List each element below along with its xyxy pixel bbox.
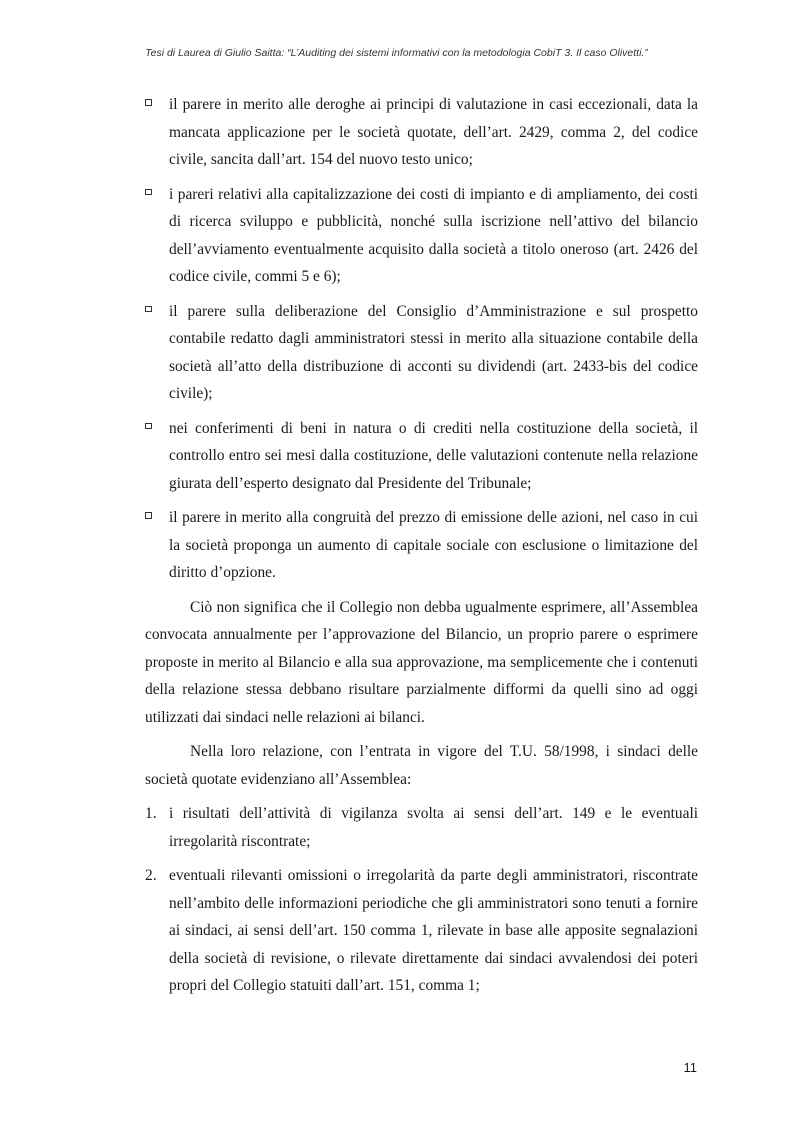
numbered-item: [145, 800, 698, 855]
bullet-text: il parere in merito alle deroghe ai principi di valutazione in casi eccezionali, data la mancata applicazione per le società quotate, dell’art. 2429, comma 2, del codice civile, sancita dall’art. 154 del nuovo testo unico;: [169, 96, 698, 168]
page-body: [145, 91, 698, 1007]
body-paragraph: Nella loro relazione, con l’entrata in vigore del T.U. 58/1998, i sindaci delle società quotate evidenziano all’Assemblea:: [145, 743, 698, 788]
square-bullet-icon: [145, 423, 152, 430]
bullet-text: nei conferimenti di beni in natura o di crediti nella costituzione della società, il controllo entro sei mesi dalla costituzione, delle valutazioni contenute nella relazione giurata dell’esperto designato dal Presidente del Tribunale;: [169, 419, 698, 492]
body-paragraph: Ciò non significa che il Collegio non debba ugualmente esprimere, all’Assemblea convocata annualmente per l’approvazione del Bilancio, un proprio parere o esprimere proposte in merito al Bilancio e alla sua approvazione, ma semplicemente che i contenuti della relazione stessa debbano risultare parzialmente difformi da quelli sino ad oggi utilizzati dai sindaci nelle relazioni ai bilanci.: [145, 598, 698, 726]
numbered-item: [145, 862, 698, 1000]
item-number: 2.: [145, 867, 157, 884]
bullet-list: [145, 91, 698, 587]
bullet-text: il parere in merito alla congruità del prezzo di emissione delle azioni, nel caso in cui la società proponga un aumento di capitale sociale con esclusione o limitazione del diritto d’opzione.: [169, 509, 698, 581]
page-number: 11: [683, 1060, 697, 1075]
numbered-text: eventuali rilevanti omissioni o irregolarità da parte degli amministratori, riscontrate nell’ambito delle informazioni periodiche che gli amministratori sono tenuti a fornire ai sindaci, ai sensi dell’art. 150 comma 1, rilevate in base alle apposite segnalazioni della società di revisione, o rilevate direttamente dai sindaci avvalendosi dei poteri propri del Collegio statuiti dall’art. 151, comma 1;: [169, 867, 698, 994]
square-bullet-icon: [145, 306, 152, 313]
bullet-text: i pareri relativi alla capitalizzazione dei costi di impianto e di ampliamento, dei costi di ricerca sviluppo e pubblicità, nonché sulla iscrizione nell’attivo del bilancio dell’avviamento eventualmente acquisito dalla società a titolo oneroso (art. 2426 del codice civile, commi 5 e 6);: [169, 185, 698, 285]
running-header: Tesi di Laurea di Giulio Saitta: “L’Auditing dei sistemi informativi con la metodologia CobiT 3. Il caso Olivetti.”: [145, 47, 648, 59]
bullet-item: [145, 298, 698, 408]
item-number: 1.: [145, 805, 157, 822]
bullet-item: [145, 415, 698, 498]
square-bullet-icon: [145, 99, 152, 106]
numbered-text: i risultati dell’attività di vigilanza svolta ai sensi dell’art. 149 e le eventuali irregolarità riscontrate;: [169, 805, 698, 850]
bullet-item: [145, 181, 698, 291]
bullet-item: [145, 91, 698, 174]
bullet-text: il parere sulla deliberazione del Consiglio d’Amministrazione e sul prospetto contabile redatto dagli amministratori stessi in merito alla situazione contabile della società all’atto della distribuzione di acconti su dividendi (art. 2433-bis del codice civile);: [169, 302, 698, 402]
square-bullet-icon: [145, 512, 152, 519]
numbered-list: [145, 800, 698, 1000]
bullet-item: [145, 504, 698, 587]
square-bullet-icon: [145, 189, 152, 196]
